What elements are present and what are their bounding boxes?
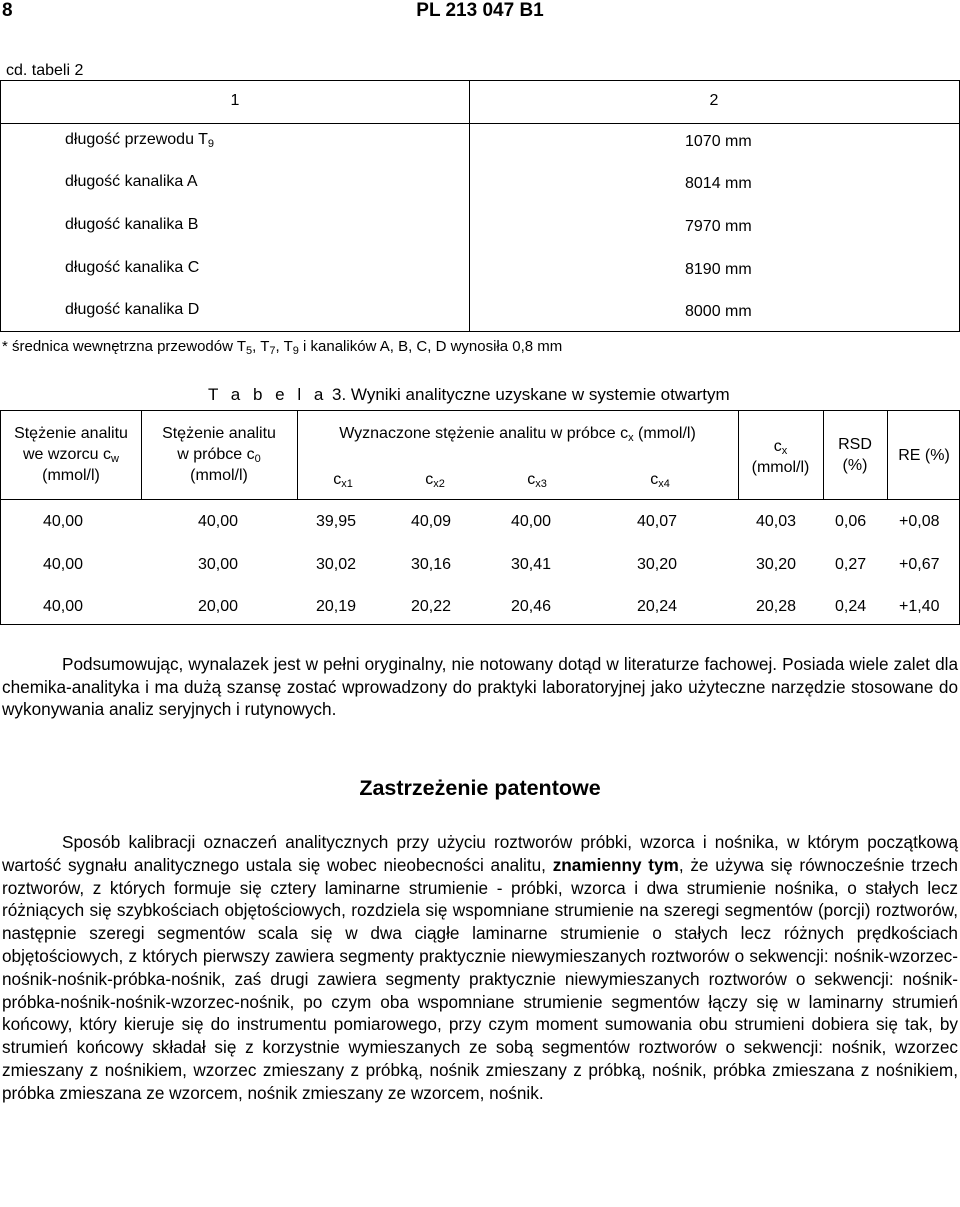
table-cell: +1,40 [899,598,940,615]
table-cell: 20,28 [756,598,797,615]
table2-row-label: długość kanalika D [65,301,200,318]
table-cell: 40,03 [756,513,797,530]
header-cx4: $c_{x4}$ [650,471,670,490]
footnote: * średnica wewnętrzna przewodów $T_5$, $T_7$, $T_9$ i kanalików A, B, C, D wynosiła 0,8 mm [2,338,563,357]
table-cell: 30,16 [411,556,452,573]
table-cell: 20,22 [411,598,452,615]
table2-row-value: 8190 mm [685,261,752,278]
table-cell: 30,20 [756,556,797,573]
summary-paragraph: Podsumowując, wynalazek jest w pełni oryginalny, nie notowany dotąd w literaturze fachowej. Posiada wiele zalet dla chemika-analityka i ma dużą szansę zostać wprowadzony do praktyki laboratoryjnej jako użyteczne narzędzie stosowane do wykonywania analiz seryjnych i rutynowych. [2,654,958,719]
table-cell: 30,20 [637,556,678,573]
table-3 [0,410,960,625]
table-cell: 0,24 [835,598,867,615]
header-cx2: $c_{x2}$ [425,471,445,490]
table2-col2-header: 2 [709,92,719,109]
table-cell: 20,46 [511,598,552,615]
table-cell: 39,95 [316,513,357,530]
table-cell: 0,06 [835,513,867,530]
claim-bold-phrase: znamienny tym [552,854,679,875]
table-cell: 0,27 [835,556,867,573]
table-cell: 30,02 [316,556,357,573]
table-cell: 30,41 [511,556,552,573]
table2-row-label: długość kanalika B [65,216,199,233]
table2-row-label: długość kanalika C [65,259,200,276]
table-cell: +0,08 [899,513,940,530]
table-cell: 20,19 [316,598,357,615]
table-cell: 20,00 [198,598,239,615]
table-cell: 40,07 [637,513,678,530]
table-2-continuation [0,80,960,332]
table-cell: 40,00 [511,513,552,530]
header-re: RE (%) [898,447,950,464]
table-cell: 20,24 [637,598,678,615]
header-sample-concentration: Stężenie analitu w próbce $c_0$ (mmol/l) [162,425,276,484]
table2-col1-header: 1 [230,92,240,109]
page-header [0,0,960,24]
table2-row-label: długość kanalika A [65,173,198,190]
table-cell: 40,00 [43,513,84,530]
page-number: 8 [2,0,13,21]
table-cell: 40,09 [411,513,452,530]
table-cell: 40,00 [198,513,239,530]
header-cx1: $c_{x1}$ [333,471,353,490]
header-cx-mean: $c_x$ (mmol/l) [751,438,810,476]
header-standard-concentration: Stężenie analitu we wzorcu $c_w$ (mmol/l) [14,425,128,484]
table-continuation-label: cd. tabeli 2 [6,62,84,79]
table2-row-label: długość przewodu $T_9$ [65,131,215,150]
claims-title: Zastrzeżenie patentowe [359,776,601,800]
header-rsd: RSD (%) [838,436,872,474]
table-cell: 40,00 [43,598,84,615]
table2-row-value: 1070 mm [685,133,752,150]
patent-number: PL 213 047 B1 [416,0,544,21]
table2-row-value: 8014 mm [685,175,752,192]
claim-paragraph: Sposób kalibracji oznaczeń analitycznych przy użyciu roztworów próbki, wzorca i nośnika, w którym początkową wartość sygnału analitycznego ustala się wobec nieobecności analitu, znamienny tym, że używa się równocześnie trzech roztworów, z których formuje się cztery laminarne strumienie - próbki, wzorca i dwa strumienie nośnika, o stałych lecz różniących się szybkościach objętościowych, rozdziela się wspomniane strumienie na szeregi segmentów (porcji) roztworów, następnie szeregi segmentów scala się w dwa ciągłe laminarne strumienie o stałych lecz różnych prędkościach objętościowych, z których pierwszy zawiera segmenty praktycznie niewymieszanych roztworów o sekwencji: nośnik-wzorzec-nośnik-nośnik-próbka-nośnik, zaś drugi zawiera segmenty praktycznie niewymieszanych roztworów o sekwencji: nośnik-próbka-nośnik-nośnik-wzorzec-nośnik, po czym oba wspomniane strumienie segmentów łączy się w laminarny strumień końcowy, który kieruje się do instrumentu pomiarowego, przy czym moment sumowania obu strumieni dobiera się tak, by strumień końcowy składał się z korzystnie wymieszanych ze sobą segmentów roztworów o sekwencji: nośnik, wzorzec zmieszany z nośnikiem, wzorzec zmieszany z próbką, nośnik zmieszany z próbką, nośnik, próbka zmieszana z nośnikiem, próbka zmieszana ze wzorcem, nośnik zmieszany ze wzorcem, nośnik. [2,832,958,1103]
header-cx3: $c_{x3}$ [527,471,547,490]
table-cell: +0,67 [899,556,940,573]
table-cell: 40,00 [43,556,84,573]
table-3-caption: T a b e l a 3. Wyniki analityczne uzyskane w systemie otwartym [208,385,730,404]
table-cell: 30,00 [198,556,239,573]
table2-row-value: 7970 mm [685,218,752,235]
table2-row-value: 8000 mm [685,303,752,320]
header-determined-concentration: Wyznaczone stężenie analitu w próbce $c_x$ (mmol/l) [339,425,696,444]
